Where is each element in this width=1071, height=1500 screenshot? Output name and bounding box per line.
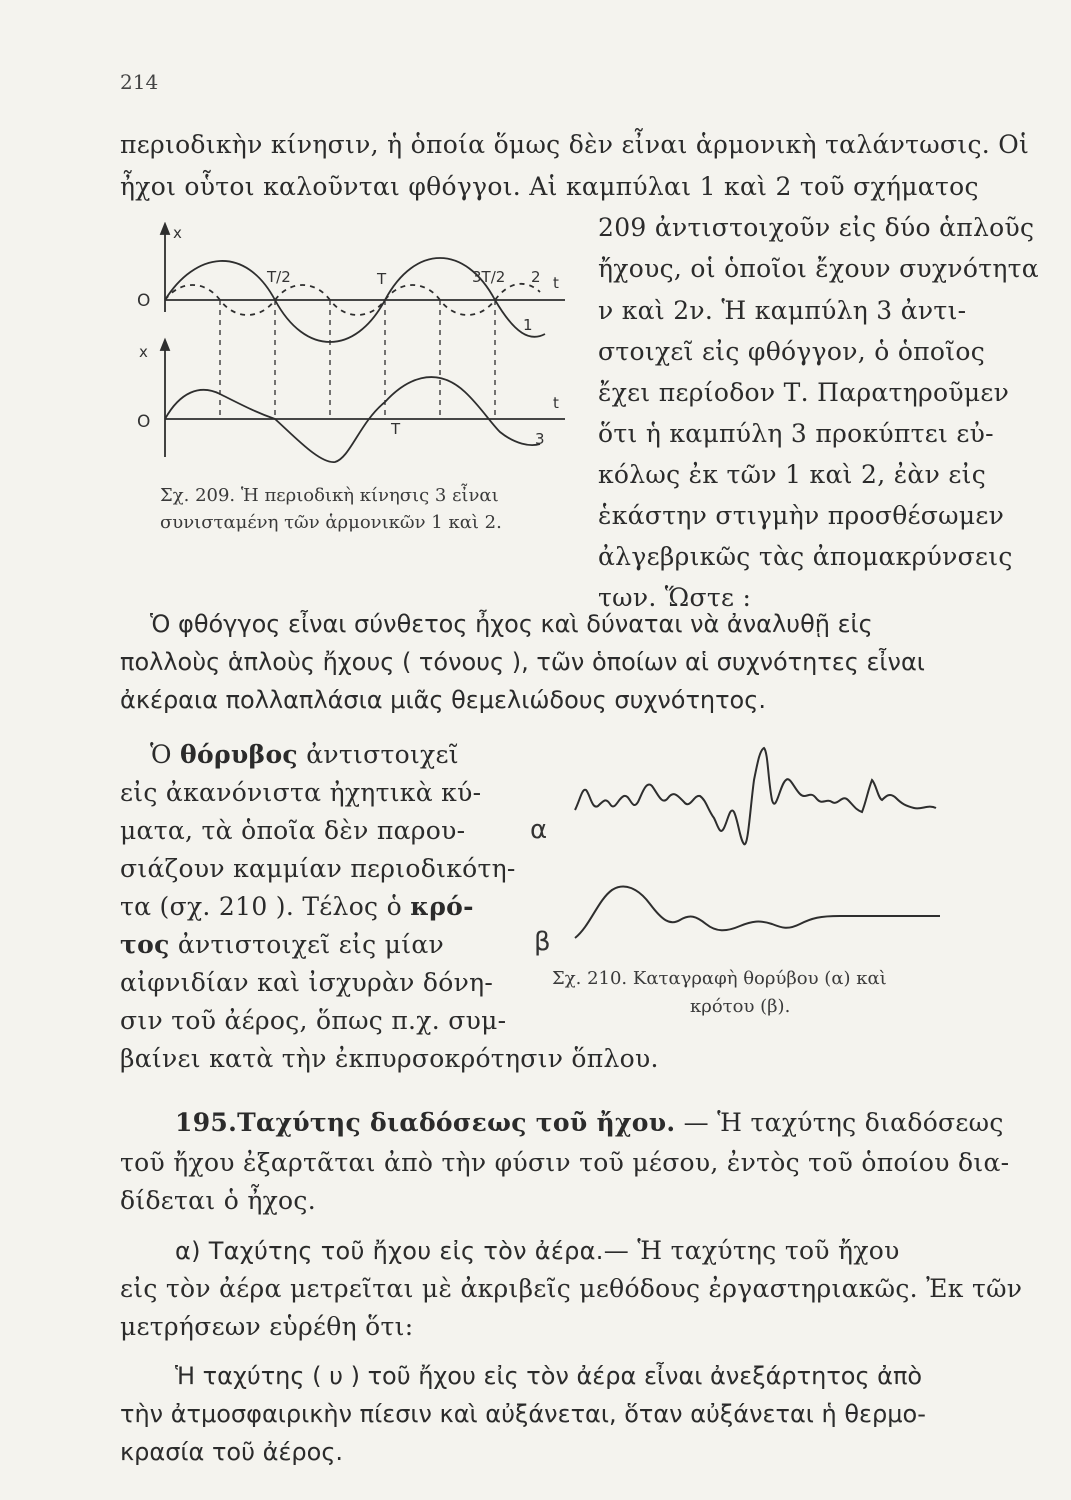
- section-195-line-3: δίδεται ὁ ἦχος.: [120, 1186, 316, 1215]
- label-x-upper: x: [173, 224, 182, 242]
- section-195-heading: 195.Ταχύτης διαδόσεως τοῦ ἤχου. — Ἡ ταχύτης διαδόσεως: [175, 1108, 1004, 1137]
- label-curve-3: 3: [535, 430, 545, 448]
- lower-x-arrow: [161, 340, 169, 350]
- rule-line-2: πολλοὺς ἁπλοὺς ἤχους ( τόνους ), τῶν ὁποίων αἱ συχνότητες εἶναι: [120, 648, 925, 676]
- label-t-upper: t: [553, 274, 559, 292]
- term-tos: τος: [120, 930, 170, 959]
- noise-line-4: σιάζουν καμμίαν περιοδικότη-: [120, 854, 516, 883]
- figure-209-caption-1: Σχ. 209. Ἡ περιοδικὴ κίνησις 3 εἶναι: [160, 485, 499, 506]
- label-three-half-period: 3T/2: [472, 268, 506, 286]
- label-curve-2: 2: [531, 268, 541, 286]
- rule-line-3: ἀκέραια πολλαπλάσια μιᾶς θεμελιώδους συχνότητος.: [120, 686, 766, 714]
- speed-rule-line-2: τὴν ἀτμοσφαιρικὴν πίεσιν καὶ αὐξάνεται, ὅταν αὐξάνεται ἡ θερμο-: [120, 1400, 926, 1428]
- subsection-a-line-2: εἰς τὸν ἀέρα μετρεῖται μὲ ἀκριβεῖς μεθόδους ἐργαστηριακῶς. Ἐκ τῶν: [120, 1274, 1023, 1303]
- top-line-1: περιοδικὴν κίνησιν, ἡ ὁποία ὅμως δὲν εἶναι ἁρμονικὴ ταλάντωσις. Οἱ: [120, 130, 1030, 159]
- noise-trace: [575, 748, 936, 844]
- figure-210-diagram: [520, 740, 960, 970]
- section-195-line-2: τοῦ ἤχου ἐξαρτᾶται ἀπὸ τὴν φύσιν τοῦ μέσου, ἐντὸς τοῦ ὁποίου δια-: [120, 1148, 1010, 1177]
- term-kro: κρό-: [410, 892, 474, 921]
- top-line-6: στοιχεῖ εἰς φθόγγον, ὁ ὁποῖος: [598, 337, 986, 366]
- top-line-10: ἑκάστην στιγμὴν προσθέσωμεν: [598, 501, 1005, 530]
- subsection-a-heading: α) Ταχύτης τοῦ ἤχου εἰς τὸν ἀέρα.— Ἡ ταχύτης τοῦ ἤχου: [175, 1236, 900, 1265]
- label-half-period: T/2: [267, 268, 291, 286]
- top-line-5: ν καὶ 2ν. Ἡ καμπύλη 3 ἀντι-: [598, 296, 967, 325]
- term-thorybos: θόρυβος: [180, 740, 298, 769]
- top-line-9: κόλως ἐκ τῶν 1 καὶ 2, ἐὰν εἰς: [598, 460, 987, 489]
- top-line-2: ἦχοι οὗτοι καλοῦνται φθόγγοι. Αἱ καμπύλαι 1 καὶ 2 τοῦ σχήματος: [120, 172, 979, 201]
- top-line-3: 209 ἀντιστοιχοῦν εἰς δύο ἁπλοῦς: [598, 213, 1035, 242]
- subsection-a-line-3: μετρήσεων εὑρέθη ὅτι:: [120, 1312, 414, 1341]
- noise-line-2: εἰς ἀκανόνιστα ἠχητικὰ κύ-: [120, 778, 482, 807]
- figure-209-caption-2: συνισταμένη τῶν ἁρμονικῶν 1 καὶ 2.: [160, 512, 502, 533]
- speed-rule-line-1: Ἡ ταχύτης ( υ ) τοῦ ἤχου εἰς τὸν ἀέρα εἶναι ἀνεξάρτητος ἀπὸ: [175, 1362, 923, 1390]
- top-line-7: ἔχει περίοδον Τ. Παρατηροῦμεν: [598, 378, 1010, 407]
- label-o-lower: O: [137, 412, 151, 432]
- bang-trace: [575, 886, 940, 938]
- rule-line-1: Ὁ φθόγγος εἶναι σύνθετος ἦχος καὶ δύναται νὰ ἀναλυθῇ εἰς: [150, 610, 873, 638]
- section-195-title: 195.Ταχύτης διαδόσεως τοῦ ἤχου.: [175, 1108, 676, 1137]
- upper-x-arrow: [161, 224, 169, 234]
- label-t-lower: t: [553, 394, 559, 412]
- top-line-11: ἀλγεβρικῶς τὰς ἀπομακρύνσεις: [598, 542, 1013, 571]
- subsection-a-title: α) Ταχύτης τοῦ ἤχου εἰς τὸν ἀέρα.: [175, 1237, 604, 1265]
- figure-209-diagram: [135, 222, 585, 477]
- top-line-4: ἤχους, οἱ ὁποῖοι ἔχουν συχνότητα: [598, 254, 1039, 283]
- top-line-8: ὅτι ἡ καμπύλη 3 προκύπτει εὐ-: [598, 419, 994, 448]
- label-curve-1: 1: [523, 316, 533, 334]
- noise-line-9: βαίνει κατὰ τὴν ἐκπυρσοκρότησιν ὅπλου.: [120, 1044, 659, 1073]
- label-o-upper: O: [137, 291, 151, 311]
- label-period-lower: T: [391, 420, 401, 438]
- speed-rule-line-3: κρασία τοῦ ἀέρος.: [120, 1438, 344, 1466]
- label-alpha: α: [530, 815, 548, 845]
- figure-210-caption-1: Σχ. 210. Καταγραφὴ θορύβου (α) καὶ: [552, 968, 887, 989]
- top-line-12: των. Ὥστε :: [598, 583, 752, 612]
- noise-line-3: ματα, τὰ ὁποῖα δὲν παρου-: [120, 816, 466, 845]
- noise-line-5: τα (σχ. 210 ). Τέλος ὁ κρό-: [120, 892, 474, 921]
- label-x-lower: x: [139, 343, 148, 361]
- figure-210-caption-2: κρότου (β).: [690, 996, 791, 1017]
- noise-line-6: τος ἀντιστοιχεῖ εἰς μίαν: [120, 930, 445, 959]
- label-period-upper: T: [377, 270, 387, 288]
- noise-line-7: αἰφνιδίαν καὶ ἰσχυρὰν δόνη-: [120, 968, 494, 997]
- noise-line-1: Ὁ θόρυβος ἀντιστοιχεῖ: [150, 740, 459, 769]
- noise-line-8: σιν τοῦ ἀέρος, ὅπως π.χ. συμ-: [120, 1006, 507, 1035]
- label-beta: β: [534, 927, 551, 957]
- page-number: 214: [120, 70, 159, 94]
